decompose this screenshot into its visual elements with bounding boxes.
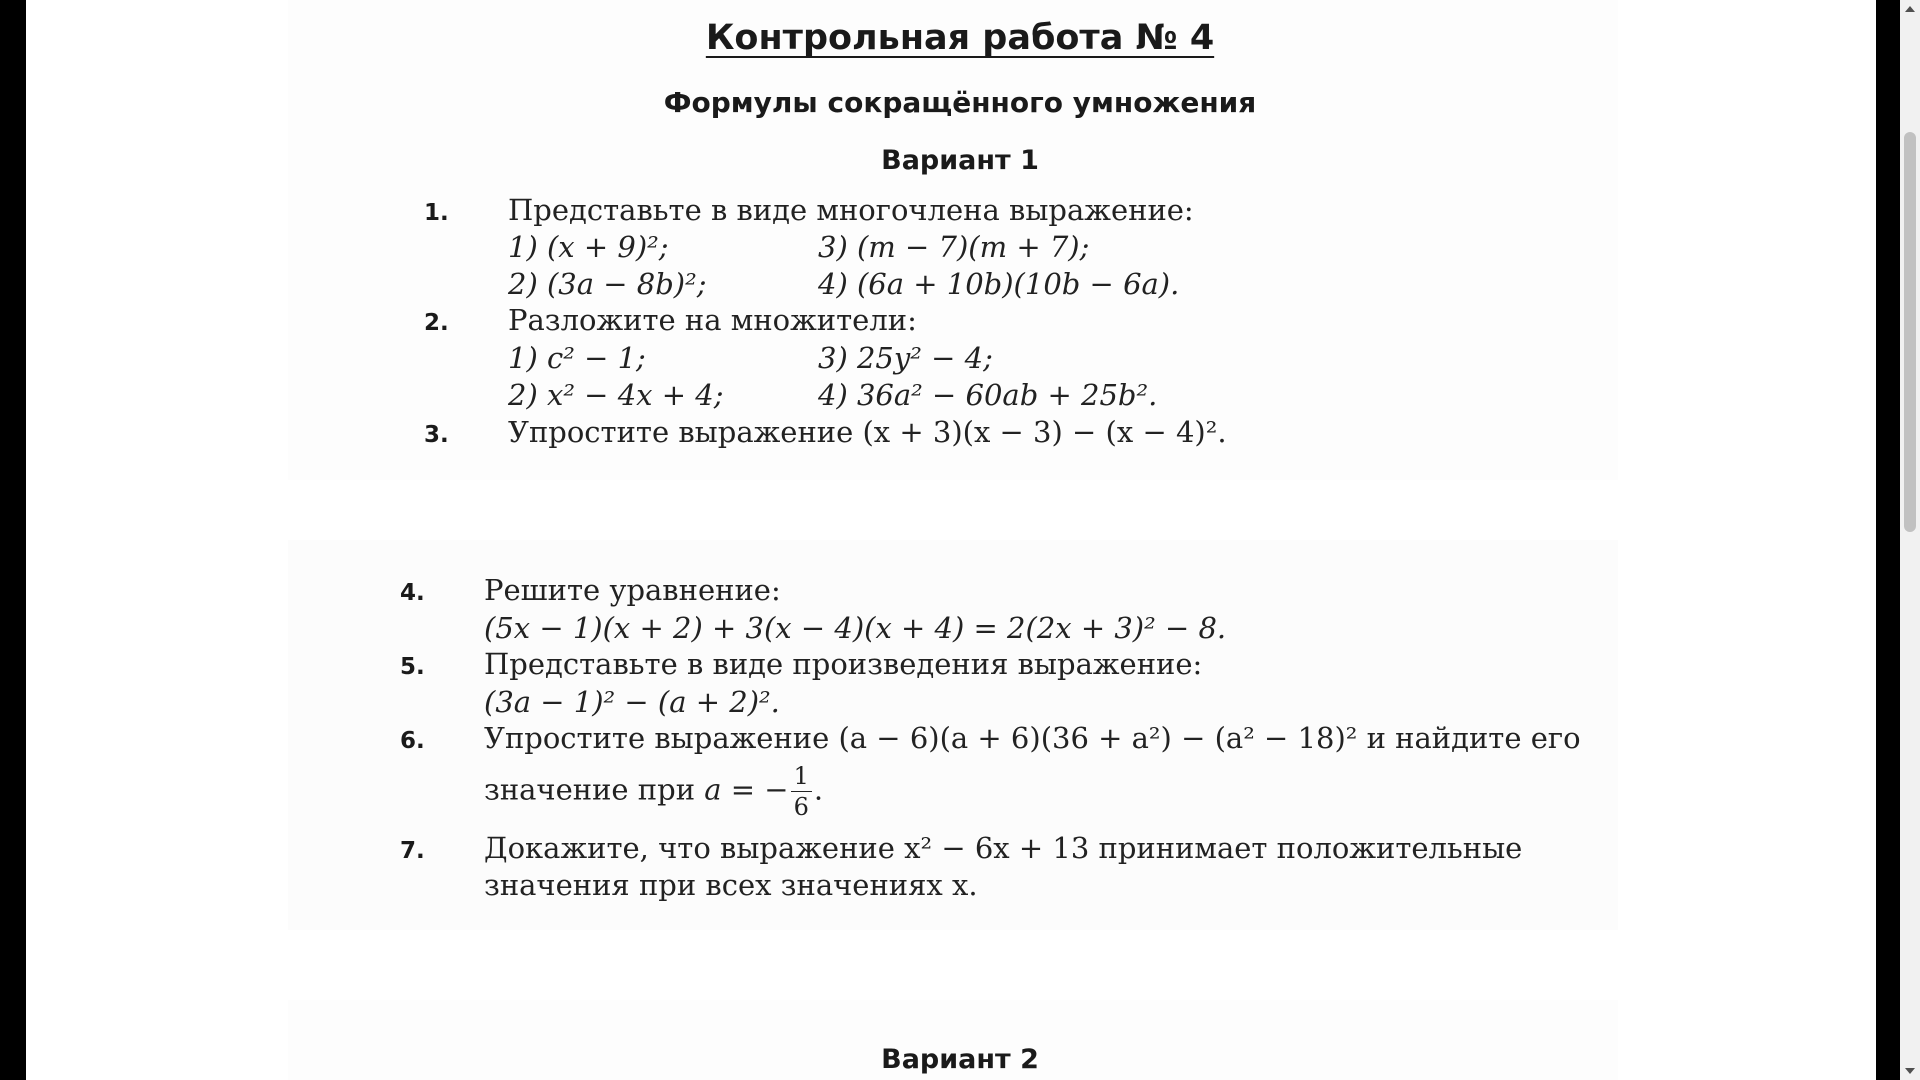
task-6-fraction <box>791 764 812 819</box>
scroll-up-button[interactable] <box>1900 0 1920 18</box>
task-7-number: 7. <box>400 838 425 864</box>
task-6-value-text: значение при <box>484 772 696 807</box>
task-7-prompt: Докажите, что выражение x² − 6x + 13 принимает положительные <box>484 831 1523 865</box>
task-5-prompt: Представьте в виде произведения выражение: <box>484 647 1203 681</box>
variant-1-heading: Вариант 1 <box>881 145 1039 176</box>
fraction-numerator: 1 <box>791 764 812 792</box>
page-title: Контрольная работа № 4 <box>705 18 1215 58</box>
task-1-item-4: 4) (6a + 10b)(10b − 6a). <box>818 267 1180 301</box>
task-2-item-4: 4) 36a² − 60ab + 25b². <box>818 378 1158 412</box>
task-5-number: 5. <box>400 654 425 680</box>
task-4-equation: (5x − 1)(x + 2) + 3(x − 4)(x + 4) = 2(2x + 3)² − 8. <box>484 611 1227 645</box>
task-1-prompt: Представьте в виде многочлена выражение: <box>508 193 1194 227</box>
task-1-item-3: 3) (m − 7)(m + 7); <box>818 230 1090 264</box>
task-1-number: 1. <box>424 200 449 226</box>
task-1-item-1: 1) (x + 9)²; <box>508 230 669 264</box>
fraction-denominator: 6 <box>793 793 809 821</box>
task-4-number: 4. <box>400 580 425 606</box>
task-6-prompt: Упростите выражение (a − 6)(a + 6)(36 + a²) − (a² − 18)² и найдите его <box>484 721 1581 755</box>
task-2-item-3: 3) 25y² − 4; <box>818 341 993 375</box>
task-5-expression: (3a − 1)² − (a + 2)². <box>484 685 780 719</box>
task-1-item-2: 2) (3a − 8b)²; <box>508 267 707 301</box>
task-6-line-2 <box>484 764 823 819</box>
task-2-item-2: 2) x² − 4x + 4; <box>508 378 724 412</box>
task-2-number: 2. <box>424 310 449 336</box>
task-4-prompt: Решите уравнение: <box>484 573 781 607</box>
task-3-prompt: Упростите выражение (x + 3)(x − 3) − (x − 4)². <box>508 415 1227 449</box>
arrow-up-icon <box>1905 6 1915 12</box>
task-2-prompt: Разложите на множители: <box>508 303 917 337</box>
task-6-value-expr: a = − <box>704 772 789 807</box>
task-6-number: 6. <box>400 728 425 754</box>
variant-2-heading: Вариант 2 <box>881 1044 1039 1075</box>
page-subtitle: Формулы сокращённого умножения <box>663 86 1257 119</box>
task-3-number: 3. <box>424 422 449 448</box>
task-2-item-1: 1) c² − 1; <box>508 341 646 375</box>
task-7-line-2: значения при всех значениях x. <box>484 868 978 902</box>
task-6-period: . <box>813 772 824 807</box>
scrollbar-thumb[interactable] <box>1904 132 1916 532</box>
